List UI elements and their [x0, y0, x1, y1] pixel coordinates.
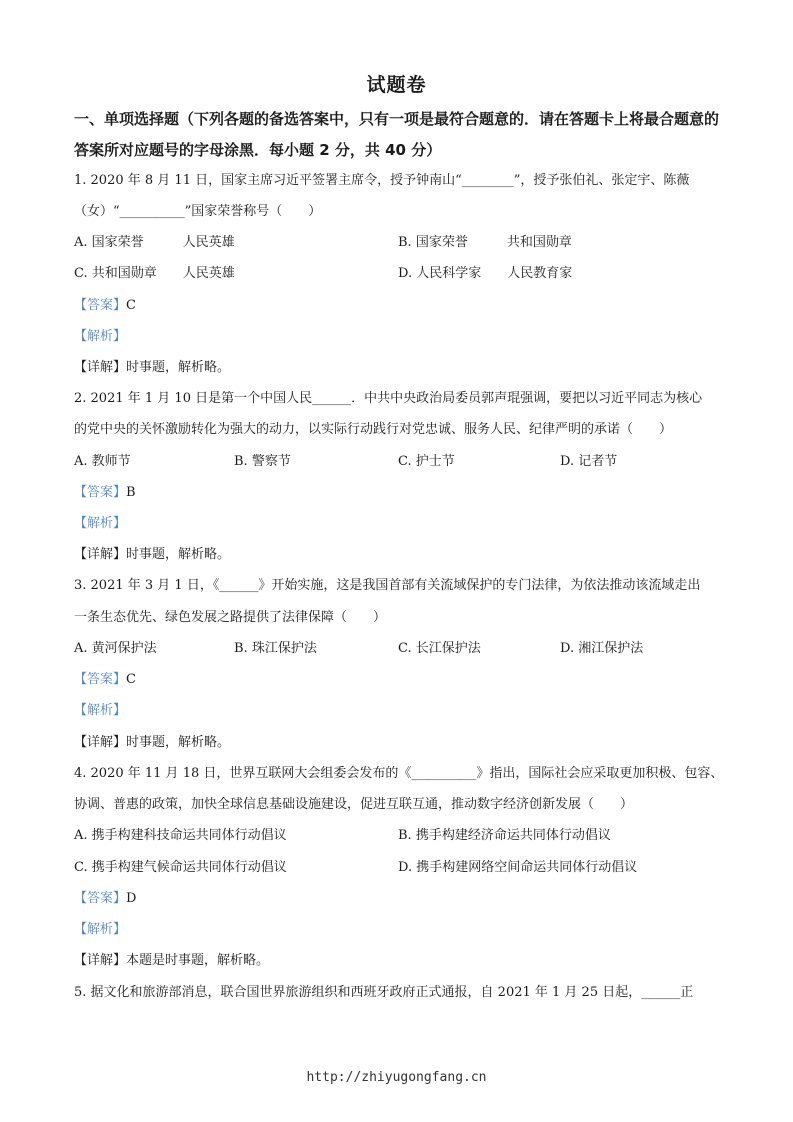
question-2-detail	[74, 545, 230, 565]
answer-value: C	[126, 298, 136, 313]
answer-tag: 【答案】	[74, 485, 127, 500]
question-3-option-b: B. 珠江保护法	[234, 641, 317, 656]
question-1-detail	[74, 358, 230, 378]
question-1-answer	[74, 296, 136, 316]
detail-tag: 【详解】	[74, 360, 127, 375]
detail-text: 时事题，解析略。	[126, 547, 231, 562]
question-3-line-1: 3. 2021 年 3 月 1 日，《______》开始实施，这是我国首部有关流域保护的专门法律，为依法推动该流域走出	[74, 578, 701, 593]
detail-text: 时事题，解析略。	[126, 735, 231, 750]
question-3-option-a: A. 黄河保护法	[74, 641, 157, 656]
answer-tag: 【答案】	[74, 298, 127, 313]
question-4-option-d: D. 携手构建网络空间命运共同体行动倡议	[398, 860, 638, 875]
page-title: 试题卷	[366, 74, 427, 96]
answer-tag: 【答案】	[74, 672, 127, 687]
answer-value: C	[126, 672, 136, 687]
answer-tag: 【答案】	[74, 891, 127, 906]
question-1-option-d: D. 人民科学家 人民教育家	[398, 266, 573, 281]
detail-tag: 【详解】	[74, 735, 127, 750]
question-4-option-b: B. 携手构建经济命运共同体行动倡议	[398, 828, 611, 843]
analysis-tag: 【解析】	[74, 329, 127, 344]
question-1-option-a: A. 国家荣誉 人民英雄	[74, 235, 235, 250]
question-5-line-1: 5. 据文化和旅游部消息，联合国世界旅游组织和西班牙政府正式通报，自 2021 年 1 月 25 日起，______正	[74, 985, 694, 1000]
answer-value: D	[126, 891, 137, 906]
footer-url[interactable]: http://zhiyugongfang.cn	[306, 1070, 487, 1085]
question-4-line-2: 协调、普惠的政策，加快全球信息基础设施建设，促进互联互通，推动数字经济创新发展（ ）	[74, 797, 634, 812]
question-1-line-2: （女）“__________”国家荣誉称号（ ）	[74, 204, 322, 219]
question-4-analysis	[74, 920, 126, 940]
question-2-option-a: A. 教师节	[74, 454, 131, 469]
detail-tag: 【详解】	[74, 953, 127, 968]
question-3-detail	[74, 733, 230, 753]
question-4-option-c: C. 携手构建气候命运共同体行动倡议	[74, 860, 287, 875]
answer-value: B	[126, 485, 136, 500]
question-3-option-c: C. 长江保护法	[398, 641, 481, 656]
question-3-option-d: D. 湘江保护法	[560, 641, 644, 656]
detail-tag: 【详解】	[74, 547, 127, 562]
question-3-analysis	[74, 701, 126, 721]
question-2-option-d: D. 记者节	[560, 454, 618, 469]
question-2-option-c: C. 护士节	[398, 454, 455, 469]
question-3-line-2: 一条生态优先、绿色发展之路提供了法律保障（ ）	[74, 610, 387, 625]
question-1-option-c: C. 共和国勋章 人民英雄	[74, 266, 235, 281]
analysis-tag: 【解析】	[74, 922, 127, 937]
question-3-answer	[74, 670, 136, 690]
detail-text: 本题是时事题，解析略。	[126, 953, 270, 968]
question-2-line-1: 2. 2021 年 1 月 10 日是第一个中国人民______．中共中央政治局委员郭声琨强调，要把以习近平同志为核心	[74, 391, 703, 406]
question-4-line-1: 4. 2020 年 11 月 18 日，世界互联网大会组委会发布的《__________》指出，国际社会应采取更加积极、包容、	[74, 766, 724, 781]
analysis-tag: 【解析】	[74, 516, 127, 531]
question-2-line-2: 的党中央的关怀激励转化为强大的动力，以实际行动践行对党忠诚、服务人民、纪律严明的承诺（ ）	[74, 422, 673, 437]
question-2-option-b: B. 警察节	[234, 454, 291, 469]
question-1-analysis	[74, 327, 126, 347]
question-2-analysis	[74, 514, 126, 534]
analysis-tag: 【解析】	[74, 703, 127, 718]
question-1-line-1: 1. 2020 年 8 月 11 日，国家主席习近平签署主席令，授予钟南山“________”，授予张伯礼、张定宇、陈薇	[74, 173, 690, 188]
question-4-answer	[74, 889, 136, 909]
section-heading: 一、单项选择题（下列各题的备选答案中，只有一项是最符合题意的．请在答题卡上将最合题意的答案所对应题号的字母涂黑．每小题 2 分，共 40 分）	[74, 110, 720, 159]
question-2-answer	[74, 483, 136, 503]
detail-text: 时事题，解析略。	[126, 360, 231, 375]
question-1-option-b: B. 国家荣誉 共和国勋章	[398, 235, 572, 250]
question-4-option-a: A. 携手构建科技命运共同体行动倡议	[74, 828, 287, 843]
question-4-detail	[74, 951, 269, 971]
